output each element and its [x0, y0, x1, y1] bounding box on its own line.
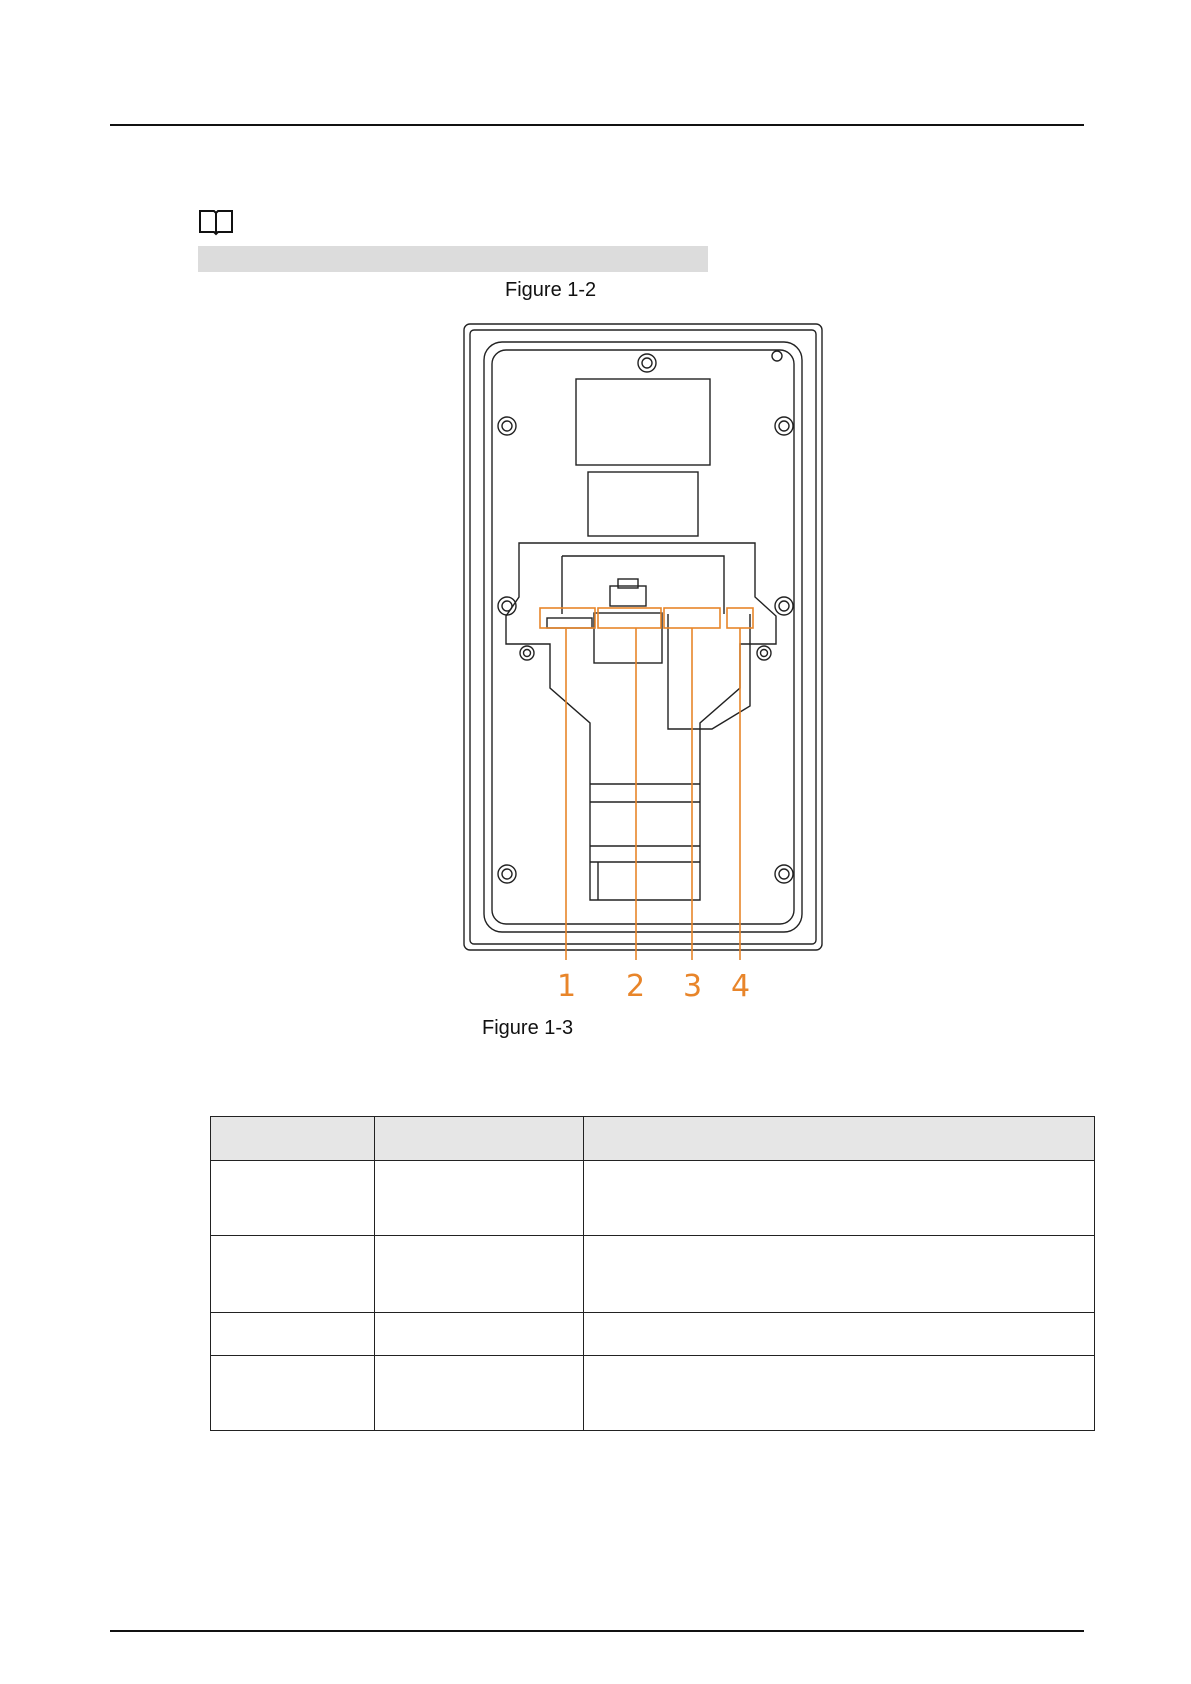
table-cell	[584, 1161, 1095, 1236]
callout-label-1: 1	[557, 969, 577, 1004]
table-cell	[211, 1313, 375, 1356]
callout-box-3	[664, 608, 720, 628]
figure-caption-top: Figure 1-2	[505, 279, 597, 301]
table-header-cell	[375, 1117, 584, 1161]
callout-box-2	[598, 608, 661, 628]
port-description-table	[210, 1116, 1095, 1431]
table-cell	[584, 1313, 1095, 1356]
callout-label-3: 3	[683, 969, 703, 1004]
open-book-icon	[198, 208, 234, 236]
header-rule	[110, 124, 1084, 126]
table-header-cell	[584, 1117, 1095, 1161]
table-header-cell	[211, 1117, 375, 1161]
table-cell	[211, 1356, 375, 1431]
table-cell	[584, 1356, 1095, 1431]
table-row	[211, 1236, 1095, 1313]
table-cell	[375, 1236, 584, 1313]
callout-box-4	[727, 608, 753, 628]
table-cell	[375, 1313, 584, 1356]
table-row	[211, 1313, 1095, 1356]
table-cell	[375, 1161, 584, 1236]
table-cell	[375, 1356, 584, 1431]
callout-label-4: 4	[731, 969, 751, 1004]
table-row	[211, 1356, 1095, 1431]
note-text-bar	[198, 246, 708, 272]
table-cell	[211, 1236, 375, 1313]
table-header-row	[211, 1117, 1095, 1161]
footer-rule	[110, 1630, 1084, 1632]
table-cell	[584, 1236, 1095, 1313]
device-rear-diagram	[400, 316, 840, 1006]
figure-caption-bottom: Figure 1-3	[482, 1017, 574, 1039]
callout-label-2: 2	[626, 969, 646, 1004]
table-row	[211, 1161, 1095, 1236]
table-cell	[211, 1161, 375, 1236]
